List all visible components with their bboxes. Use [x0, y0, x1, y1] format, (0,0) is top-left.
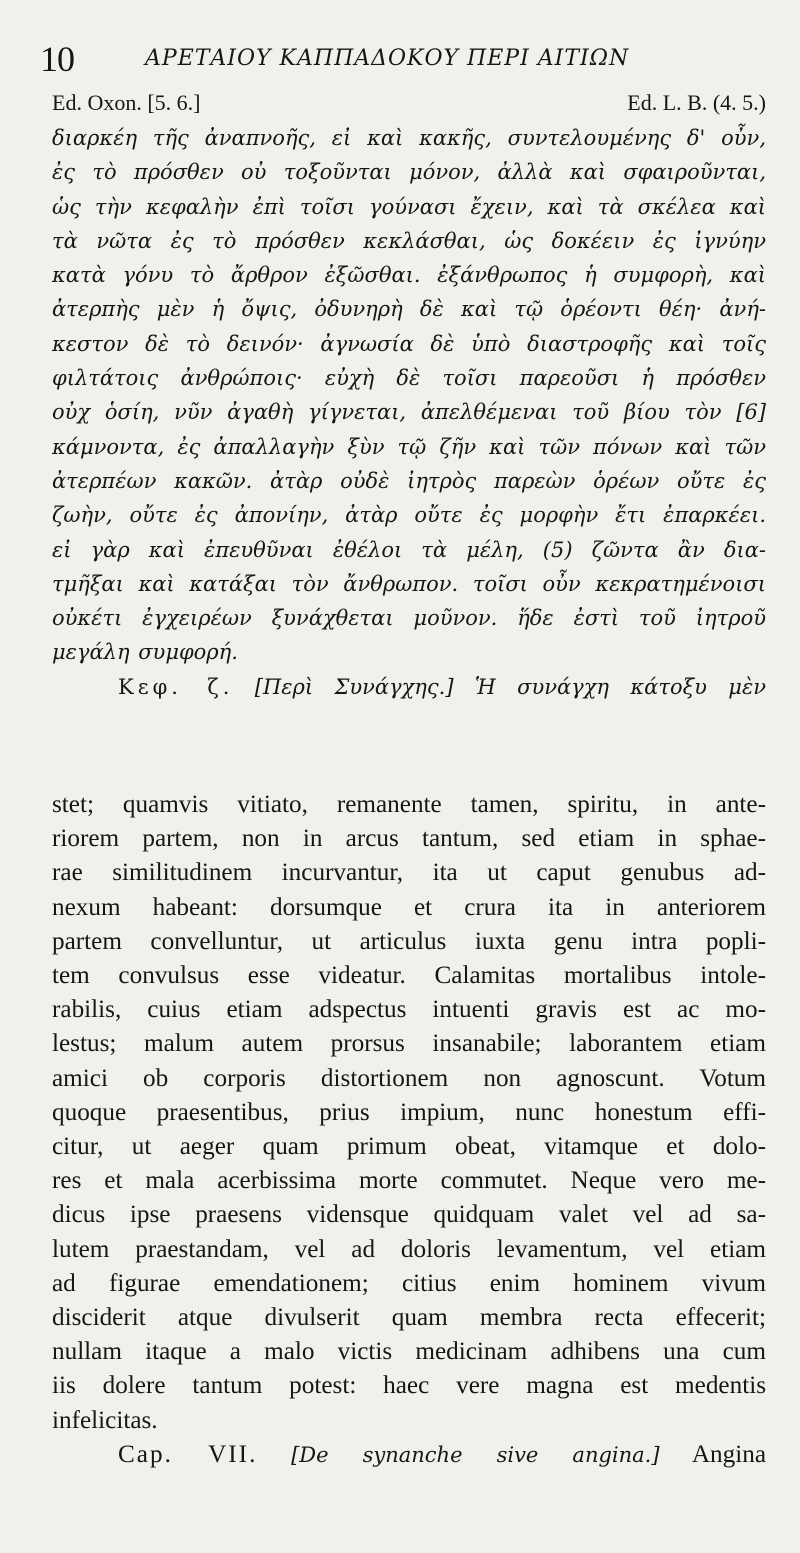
latin-line: quoque praesentibus, prius impium, nunc honestum effi-: [52, 1098, 766, 1126]
greek-line: ἐς τὸ πρόσθεν οὐ τοξοῦνται μόνον, ἀλλὰ καὶ σφαιροῦνται,: [52, 160, 766, 185]
greek-line: εἰ γὰρ καὶ ἐπευθῦναι ἐθέλοι τὰ μέλη, (5) ζῶντα ἂν δια-: [52, 537, 766, 562]
greek-line: κάμνοντα, ἐς ἀπαλλαγὴν ξὺν τῷ ζῆν καὶ τῶν πόνων καὶ τῶν: [52, 434, 766, 459]
latin-chapter-opening: Angina: [691, 1440, 766, 1468]
latin-line: riorem partem, non in arcus tantum, sed etiam in sphae-: [52, 825, 766, 853]
greek-chapter-title: [Περὶ Συνάγχης.]: [254, 674, 454, 699]
greek-line: οὐχ ὁσίη, νῦν ἀγαθὴ γίγνεται, ἀπελθέμεναι τοῦ βίου τὸν [6]: [52, 400, 766, 425]
page-number: 10: [40, 39, 74, 79]
greek-line: ἀτερπὴς μὲν ἡ ὄψις, ὀδυνηρὴ δὲ καὶ τῷ ὁρέοντι θέη· ἀνή-: [52, 297, 766, 322]
greek-line: κατὰ γόνυ τὸ ἄρθρον ἐξῶσθαι. ἐξάνθρωπος ἡ συμφορὴ, καὶ: [52, 263, 766, 288]
latin-line: iis dolere tantum potest: haec vere magna est medentis: [52, 1372, 766, 1400]
latin-line: amici ob corporis distortionem non agnoscunt. Votum: [52, 1064, 766, 1092]
latin-line: dicus ipse praesens vidensque quidquam valet vel ad sa-: [52, 1201, 766, 1229]
greek-line: φιλτάτοις ἀνθρώποις· εὐχὴ δὲ τοῖσι παρεοῦσι ἡ πρόσθεν: [52, 366, 766, 391]
greek-line: ζωὴν, οὔτε ἐς ἀπονίην, ἀτὰρ οὔτε ἐς μορφὴν ἔτι ἐπαρκέει.: [52, 503, 766, 528]
edition-oxon-reference: Ed. Oxon. [5. 6.]: [52, 90, 201, 115]
greek-text-block: [52, 121, 766, 704]
latin-line: lestus; malum autem prorsus insanabile; laborantem etiam: [52, 1030, 766, 1058]
latin-line: res et mala acerbissima morte commutet. Neque vero me-: [52, 1167, 766, 1195]
greek-line: μεγάλη συμφορή.: [52, 640, 238, 665]
greek-chapter-number: Κεφ. ζ.: [118, 674, 234, 699]
greek-line: κεστον δὲ τὸ δεινόν· ἀγνωσία δὲ ὑπὸ διαστροφῆς καὶ τοῖς: [52, 331, 766, 356]
latin-line: partem convelluntur, ut articulus iuxta genu intra popli-: [52, 927, 766, 955]
latin-line: tem convulsus esse videatur. Calamitas mortalibus intole-: [52, 962, 766, 990]
greek-line: διαρκέη τῆς ἀναπνοῆς, εἰ καὶ κακῆς, συντελουμένης δ' οὖν,: [52, 126, 766, 150]
latin-line: rabilis, cuius etiam adspectus intuenti gravis est ac mo-: [52, 996, 766, 1024]
latin-chapter-heading: [52, 1438, 766, 1472]
greek-chapter-opening: Ἡ συνάγχη κάτοξυ μὲν: [474, 674, 766, 699]
latin-line: disciderit atque divulserit quam membra recta effecerit;: [52, 1304, 766, 1332]
edition-lb-reference: Ed. L. B. (4. 5.): [627, 90, 766, 115]
latin-line: citur, ut aeger quam primum obeat, vitamque et dolo-: [52, 1133, 766, 1161]
greek-line: οὐκέτι ἐγχειρέων ξυνάχθεται μοῦνον. ἥδε ἐστὶ τοῦ ἰητροῦ: [52, 606, 766, 631]
greek-line: ὡς τὴν κεφαλὴν ἐπὶ τοῖσι γούνασι ἔχειν, καὶ τὰ σκέλεα καὶ: [52, 194, 766, 219]
latin-line: stet; quamvis vitiato, remanente tamen, spiritu, in ante-: [52, 791, 766, 818]
latin-line: infelicitas.: [52, 1406, 158, 1434]
latin-text-block: [52, 788, 766, 1472]
greek-line: τὰ νῶτα ἐς τὸ πρόσθεν κεκλάσθαι, ὡς δοκέειν ἐς ἰγνύην: [52, 228, 766, 253]
section-divider: [52, 772, 766, 773]
latin-line: lutem praestandam, vel ad doloris levamentum, vel etiam: [52, 1235, 766, 1263]
latin-line: nexum habeant: dorsumque et crura ita in anteriorem: [52, 893, 766, 921]
page-header: [40, 38, 760, 78]
latin-chapter-number: Cap. VII.: [118, 1440, 258, 1468]
edition-references: [52, 90, 766, 118]
greek-line: τμῆξαι καὶ κατάξαι τὸν ἄνθρωπον. τοῖσι οὖν κεκρατημένοισι: [52, 571, 766, 596]
latin-line: rae similitudinem incurvantur, ita ut caput genubus ad-: [52, 859, 766, 887]
running-title: ΑΡΕΤΑΙΟΥ ΚΑΠΠΑΔΟΚΟΥ ΠΕΡΙ ΑΙΤΙΩΝ: [145, 46, 630, 71]
latin-line: nullam itaque a malo victis medicinam adhibens una cum: [52, 1338, 766, 1366]
greek-chapter-heading: [52, 670, 766, 704]
latin-line: ad figurae emendationem; citius enim hominem vivum: [52, 1269, 766, 1297]
greek-line: ἀτερπέων κακῶν. ἀτὰρ οὐδὲ ἰητρὸς παρεὼν ὁρέων οὔτε ἐς: [52, 468, 766, 493]
latin-chapter-title: [De synanche sive angina.]: [291, 1442, 660, 1467]
